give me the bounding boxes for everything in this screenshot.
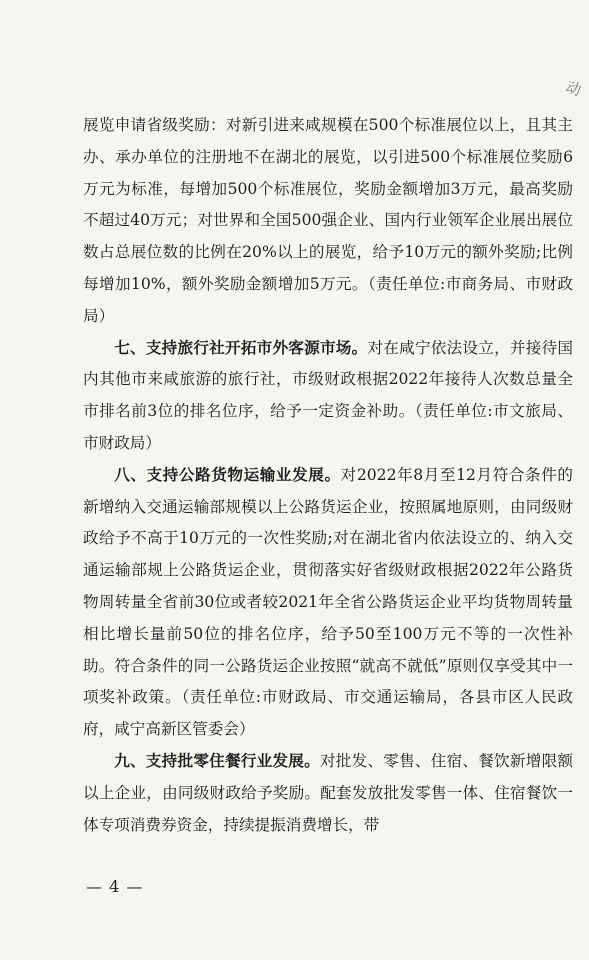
- paragraph-body: 对在咸宁依法设立，并接待国内其他市来咸旅游的旅行社，市级财政根据2022年接待人次数总量全市排名前3位的排名位序，给予一定资金补助。（责任单位:市文旅局、市财政局）: [83, 338, 573, 452]
- paragraph-retail-catering: [83, 746, 573, 841]
- margin-annotation: 动: [563, 77, 586, 101]
- paragraph-body: 对批发、零售、住宿、餐饮新增限额以上企业，由同级财政给予奖励。配套发放批发零售一体、住宿餐饮一体专项消费券资金，持续提振消费增长，带: [83, 751, 573, 834]
- paragraph-travel-agency: [83, 333, 573, 460]
- paragraph-road-freight: [83, 460, 573, 746]
- section-heading: 八、支持公路货物运输业发展。: [114, 465, 341, 484]
- page-number: — 4 —: [86, 877, 144, 896]
- paragraph-body: 对2022年8月至12月符合条件的新增纳入交通运输部规模以上公路货运企业，按照属地原则，由同级财政给予不高于10万元的一次性奖励;对在湖北省内依法设立的、纳入交通运输部规上公路货运企业，贯彻落实好省级财政根据2022年公路货物周转量全省前30位或者较2021年全省公路货运企业平均货物周转量相比增长量前50位的排名位序，给予50至100万元不等的一次性补助。符合条件的同一公路货运企业按照“就高不就低”原则仅享受其中一项奖补政策。（责任单位:市财政局、市交通运输局，各县市区人民政府，咸宁高新区管委会）: [83, 465, 573, 739]
- paragraph-body: 展览申请省级奖励：对新引进来咸规模在500个标准展位以上，且其主办、承办单位的注册地不在湖北的展览，以引进500个标准展位奖励6万元为标准，每增加500个标准展位，奖励金额增加3万元，最高奖励不超过40万元；对世界和全国500强企业、国内行业领军企业展出展位数占总展位数的比例在20%以上的展览，给予10万元的额外奖励;比例每增加10%，额外奖励金额增加5万元。（责任单位:市商务局、市财政局）: [83, 116, 573, 325]
- section-heading: 七、支持旅行社开拓市外客源市场。: [114, 338, 368, 357]
- document-body: [83, 110, 573, 841]
- paragraph-exhibition-continued: [83, 110, 573, 333]
- section-heading: 九、支持批零住餐行业发展。: [114, 751, 320, 770]
